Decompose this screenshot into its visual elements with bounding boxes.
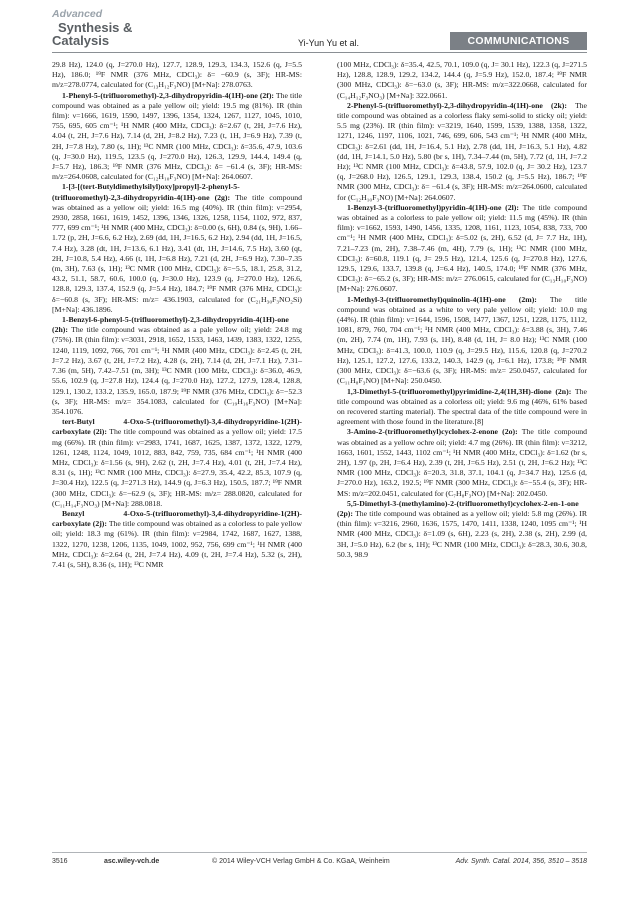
footer-rule: [52, 852, 587, 853]
section-badge: COMMUNICATIONS: [450, 32, 587, 50]
page-header: [0, 0, 638, 62]
paragraph-text: The title compound was obtained as a colorless to pale yellow oil; yield: 18.3 mg (61%). IR (thin film): ν=2984, 1742, 1687, 1627, 1388, 1322, 1270, 1238, 1206, 1135, 1049, 1002, 952, 756, 699 cm⁻¹; ¹H NMR (400 MHz, CDCl₃): δ=2.64 (t, 2H, J=7.4 Hz), 4.09 (t, 2H, J=7.4 Hz), 5.32 (s, 2H), 7.41 (s, 5H), 8.36 (s, 1H); ¹³C NMR: [52, 519, 302, 569]
page-footer: [52, 858, 587, 870]
compound-name: tert-Butyl 4-Oxo-5-(trifluoromethyl)-3,4-dihydropyridine-1(2H)-carboxylate (2i):: [52, 417, 302, 437]
citation: Adv. Synth. Catal. 2014, 356, 3510 – 3518: [455, 858, 587, 865]
compound-name: Benzyl 4-Oxo-5-(trifluoromethyl)-3,4-dihydropyridine-1(2H)-carboxylate (2j):: [52, 508, 302, 529]
paragraph-text: The title compound was obtained as a yellow oil; yield: 16.5 mg (40%). IR (thin film): ν=2954, 2930, 2858, 1661, 1619, 1452, 1396, 1346, 1326, 1258, 1154, 1102, 972, 837, 777, 699 cm⁻¹; ¹H NMR (400 MHz, CDCl₃): δ=0.00 (s, 6H), 0.84 (s, 9H), 1.66–1.72 (p, 2H, J=6.6, 6.2 Hz), 2.69 (dd, 1H, J=16.5, 6.2 Hz), 2.94 (dd, 1H, J=16.5, 7.4 Hz), 3.28 (dt, 1H, J=13.6, 6.1 Hz), 3.41 (dt, 1H, J=14.6, 7.5 Hz), 3.60 (qt, 2H, J=10.8, 5.4 Hz), 4.66 (t, 1H, J=6.8 Hz), 7.21 (d, 2H, J=6.9 Hz), 7.30–7.35 (m, 3H), 7.63 (s, 1H); ¹³C NMR (100 MHz, CDCl₃): δ=−5.5, 18.1, 25.8, 31.2, 43.2, 51.1, 58.7, 60.6, 100.0 (q, J=30.0 Hz), 123.9 (q, J=270.0 Hz), 126.6, 128.8, 129.3, 137.4, 152.9 (q, J=5.4 Hz), 184.7; ¹⁹F NMR (376 MHz, CDCl₃): δ=−60.8 (s, 3F); HR-MS: m/z= 436.1903, calculated for (C₂₁H₃₀F₃NO₂Si) [M+Na]: 436.1896.: [52, 192, 302, 314]
paragraph-text: The title compound was obtained as a pale yellow oil; yield: 24.8 mg (75%). IR (thin film): ν=3031, 2918, 1652, 1533, 1463, 1439, 1383, 1322, 1255, 1240, 1119, 1092, 766, 701 cm⁻¹; ¹H NMR (400 MHz, CDCl₃): δ=2.45 (t, 2H, J=7.2 Hz), 3.67 (t, 2H, J=7.2 Hz), 4.28 (s, 2H), 7.14 (d, 2H, J=7.1 Hz), 7.31–7.36 (m, 5H), 7.42–7.51 (m, 3H); ¹³C NMR (100 MHz, CDCl₃): δ=36.0, 46.9, 55.6, 102.9 (q, J=27.8 Hz), 124.4 (q, J=270.0 Hz), 127.2, 127.9, 128.4, 128.8, 129.1, 130.2, 133.2, 135.9, 165.0, 187.9; ¹⁹F NMR (376 MHz, CDCl₃): δ=−52.3 (s, 3F); HR-MS: m/z= 354.1083, calculated for (C₁₉H₁₆F₃NO) [M+Na]: 354.1076.: [52, 325, 302, 416]
paragraph-text: The title compound was obtained as a yellow ochre oil; yield: 4.7 mg (26%). IR (thin film): ν=3212, 1663, 1601, 1552, 1443, 1102 cm⁻¹; ¹H NMR (400 MHz, CDCl₃): δ=1.62 (br s, 2H), 1.97 (p, 2H, J=6.4 Hz), 2.39 (t, 2H, J=6.5 Hz), 2.51 (t, 2H, J=6.2 Hz); ¹³C NMR (100 MHz, CDCl₃): δ=20.3, 31.8, 37.1, 104.1 (q, J=34.7 Hz), 125.6 (d, J=270.0 Hz), 163.2, 192.5; ¹⁹F NMR (300 MHz, CDCl₃): δ=−55.4 (s, 3F); HR-MS: m/z=202.0451, calculated for (C₇H₈F₃NO) [M+Na]: 202.0450.: [337, 427, 587, 498]
compound-name: 1,3-Dimethyl-5-(trifluoromethyl)pyrimidine-2,4(1H,3H)-dione (2n):: [347, 386, 572, 396]
compound-name: 3-Amino-2-(trifluoromethyl)cyclohex-2-enone (2o):: [347, 427, 518, 437]
compound-name: 5,5-Dimethyl-3-(methylamino)-2-(trifluoromethyl)cyclohex-2-en-1-one (2p):: [337, 498, 579, 518]
paragraph-text: The title compound was obtained as a yellow oil; yield: 5.8 mg (26%). IR (thin film): ν=3216, 2960, 1636, 1575, 1470, 1411, 1338, 1240, 1095 cm⁻¹; ¹H NMR (400 MHz, CDCl₃): δ=1.09 (s, 6H), 2.23 (s, 2H), 2.38 (s, 2H), 2.99 (d, 3H, J=5.0 Hz), 6.2 (br s, 1H); ¹³C NMR (100 MHz, CDCl₃): δ=28.3, 30.6, 30.8, 50.3, 98.9: [337, 508, 587, 559]
paragraph-text: The title compound was obtained as a white to very pale yellow oil; yield: 10.0 mg (44%). IR (thin film): ν=1644, 1596, 1508, 1477, 1367, 1251, 1228, 1175, 1112, 1081, 879, 760, 704 cm⁻¹; ¹H NMR (400 MHz, CDCl₃): δ=3.88 (s, 3H), 7.46 (m, 2H), 7.74 (m, 1H), 7.93 (s, 1H), 8.48 (d, 1H, J= 8.0 Hz); ¹³C NMR (100 MHz, CDCl₃): δ=41.3, 100.0, 110.9 (q, J=29.5 Hz), 115.6, 120.8 (q, J=270.2 Hz), 125.1, 127.2, 127.6, 133.2, 140.3, 142.9 (q, J=6.1 Hz), 173.8; ¹⁹F NMR (300 MHz, CDCl₃): δ=−63.6 (s, 3F); HR-MS: m/z= 250.0457, calculated for (C₁₁H₈F₃NO) [M+Na]: 250.0450.: [337, 294, 587, 386]
paragraph: [52, 417, 302, 509]
paragraph: [337, 203, 587, 295]
copyright: © 2014 Wiley-VCH Verlag GmbH & Co. KGaA, Weinheim: [212, 858, 390, 865]
left-column: [52, 60, 302, 570]
paragraph-text: The title compound was obtained as a pale yellow oil; yield: 19.5 mg (81%). IR (thin film): ν=1666, 1619, 1590, 1497, 1396, 1354, 1324, 1267, 1127, 1045, 1010, 755, 695, 605 cm⁻¹; ¹H NMR (400 MHz, CDCl₃): δ=2.67 (t, 2H, J=7.6 Hz), 4.04 (t, 2H, J=7.6 Hz), 7.14 (d, 2H, J=8.2 Hz), 7.23 (t, 1H, J=6.9 Hz), 7.39 (t, 2H, J=7.8 Hz), 7.80 (s, 1H); ¹³C NMR (100 MHz, CDCl₃): δ=35.6, 47.9, 103.6 (q, J=30.0 Hz), 119.5, 123.5 (q, J=270.0 Hz), 126.3, 129.9, 144.4, 149.4 (q, J=5.7 Hz), 186.3; ¹⁹F NMR (376 MHz, CDCl₃): δ= −61.4 (s, 3F); HR-MS: m/z=264.0608, calculated for (C₁₂H₁₀F₃NO) [M+Na]: 264.0607.: [52, 90, 302, 182]
running-authors: Yi-Yun Yu et al.: [298, 38, 360, 48]
paragraph-text: The title compound was obtained as a yellow oil; yield: 17.5 mg (66%). IR (thin film): ν=2983, 1741, 1687, 1625, 1387, 1372, 1322, 1279, 1261, 1248, 1124, 1049, 1012, 883, 842, 759, 735, 684 cm⁻¹; ¹H NMR (400 MHz, CDCl₃): δ=1.56 (s, 9H), 2.62 (t, 2H, J=7.4 Hz), 4.01 (t, 2H, J=7.4 Hz), 8.31 (s, 1H); ¹³C NMR (100 MHz, CDCl₃): δ=27.9, 35.4, 42.2, 85.3, 107.9 (q, J=30.4 Hz), 122.5 (q, J=271.3 Hz), 144.9 (q, J=6.3 Hz), 150.5, 187.7; ¹⁹F NMR (300 MHz, CDCl₃): δ=−62.9 (s, 3F); HR-MS: m/z= 288.0820, calculated for (C₁₁H₁₄F₃NO₃) [M+Na]: 288.0818.: [52, 427, 302, 508]
paragraph-text: 29.8 Hz), 124.0 (q, J=270.0 Hz), 127.7, 128.9, 129.3, 134.3, 152.6 (q, J=5.5 Hz), 186.0; ¹⁹F NMR (376 MHz, CDCl₃): δ= −60.9 (s, 3F); HR-MS: m/z=278.0774, calculated for (C₁₃H₁₂F₃NO) [M+Na]: 278.0763.: [52, 60, 302, 90]
compound-name: 2-Phenyl-5-(trifluoromethyl)-2,3-dihydropyridin-4(1H)-one (2k):: [347, 100, 567, 110]
paragraph: [337, 427, 587, 498]
compound-name: 1-Benzyl-6-phenyl-5-(trifluoromethyl)-2,3-dihydropyridin-4(1H)-one (2h):: [52, 315, 289, 335]
journal-logo: [52, 8, 132, 47]
journal-logo-line3: Catalysis: [52, 33, 110, 48]
paragraph-text: The title compound was obtained as a colorless oil; yield: 9.6 mg (46%, 61% based on recovered starting material). The spectral data of the title compound were in agreement with those found in the literature.[8]: [337, 386, 587, 427]
header-rule: [52, 52, 587, 53]
compound-name: 1-Methyl-3-(trifluoromethyl)quinolin-4(1H)-one (2m):: [347, 294, 537, 304]
paragraph: [337, 101, 587, 203]
paragraph: [337, 60, 587, 101]
paragraph-text: The title compound was obtained as a colorless to pale yellow oil; yield: 11.5 mg (45%). IR (thin film): ν=1662, 1593, 1490, 1456, 1335, 1208, 1161, 1123, 1054, 838, 733, 700 cm⁻¹; ¹H NMR (400 MHz, CDCl₃): δ=5.02 (s, 2H), 6.52 (d, J= 7.7 Hz, 1H), 7.21–7.23 (m, 2H), 7.38–7.46 (m, 4H), 7.79 (s, 1H); ¹³C NMR (100 MHz, CDCl₃): δ=60.8, 119.1 (q, J= 29.5 Hz), 121.4, 125.6 (q, J=270.8 Hz), 127.6, 129.5, 129.6, 133.7, 139.8 (q, J=6.4 Hz), 140.5, 174.0; ¹⁹F NMR (376 MHz, CDCl₃): δ=−65.2 (s, 3F); HR-MS: m/z= 276.0615, calculated for (C₁₃H₁₀F₃NO) [M+Na]: 276.0607.: [337, 202, 587, 294]
paragraph: [337, 295, 587, 387]
paragraph-text: (100 MHz, CDCl₃): δ=35.4, 42.5, 70.1, 109.0 (q, J= 30.1 Hz), 122.3 (q, J=271.5 Hz), 128.8, 128.9, 129.2, 134.2, 144.4 (q, J=5.9 Hz), 152.0, 187.4; ¹⁹F NMR (300 MHz, CDCl₃): δ=−63.0 (s, 3F); HR-MS: m/z=322.0668, calculated for (C₁₄H₁₂F₃NO₃) [M+Na]: 322.0661.: [337, 60, 587, 100]
paragraph: [52, 91, 302, 183]
paragraph: [52, 315, 302, 417]
compound-name: 1-Phenyl-5-(trifluoromethyl)-2,3-dihydropyridin-4(1H)-one (2f):: [62, 90, 275, 100]
paragraph: [52, 60, 302, 91]
paragraph: [52, 182, 302, 315]
paragraph: [337, 499, 587, 560]
journal-logo-line2: Synthesis &: [58, 20, 133, 35]
paragraph-text: The title compound was obtained as a colorless flaky semi-solid to sticky oil; yield: 5.5 mg (23%). IR (thin film): ν=3219, 1640, 1599, 1539, 1388, 1358, 1322, 1271, 1246, 1197, 1106, 1021, 746, 699, 606, 543 cm⁻¹; ¹H NMR (400 MHz, CDCl₃): δ=2.61 (dd, 1H, J=16.4, 5.1 Hz), 2.78 (dd, 1H, J=16.3, 5.1 Hz), 4.82 (dd, 1H, J=14.1, 5.0 Hz), 5.80 (br s, 1H), 7.34–7.44 (m, 5H), 7.72 (d, 1H, J=7.2 Hz); ¹³C NMR (100 MHz, CDCl₃): δ=43.8, 57.9, 102.0 (q, J= 30.2 Hz), 123.7 (q, J=268.0 Hz), 126.5, 129.1, 129.3, 138.4, 150.2 (q, J=5.5 Hz), 186.7; ¹⁹F NMR (300 MHz, CDCl₃): δ= −61.4 (s, 3F); HR-MS: m/z=264.0600, calculated for (C₁₂H₁₀F₃NO) [M+Na]: 264.0607.: [337, 100, 587, 202]
paragraph: [337, 387, 587, 428]
paragraph: [52, 509, 302, 570]
compound-name: 1-[3-[(tert-Butyldimethylsilyl)oxy]propyl]-2-phenyl-5-(trifluoromethyl)-2,3-dihydropyridin-4(1H)-one (2g):: [52, 182, 240, 202]
compound-name: 1-Benzyl-3-(trifluoromethyl)pyridin-4(1H)-one (2l):: [347, 202, 519, 212]
page-number: 3516: [52, 858, 68, 865]
right-column: [337, 60, 587, 560]
journal-logo-line1: Advanced: [52, 8, 103, 20]
journal-site-link[interactable]: asc.wiley-vch.de: [104, 858, 160, 865]
